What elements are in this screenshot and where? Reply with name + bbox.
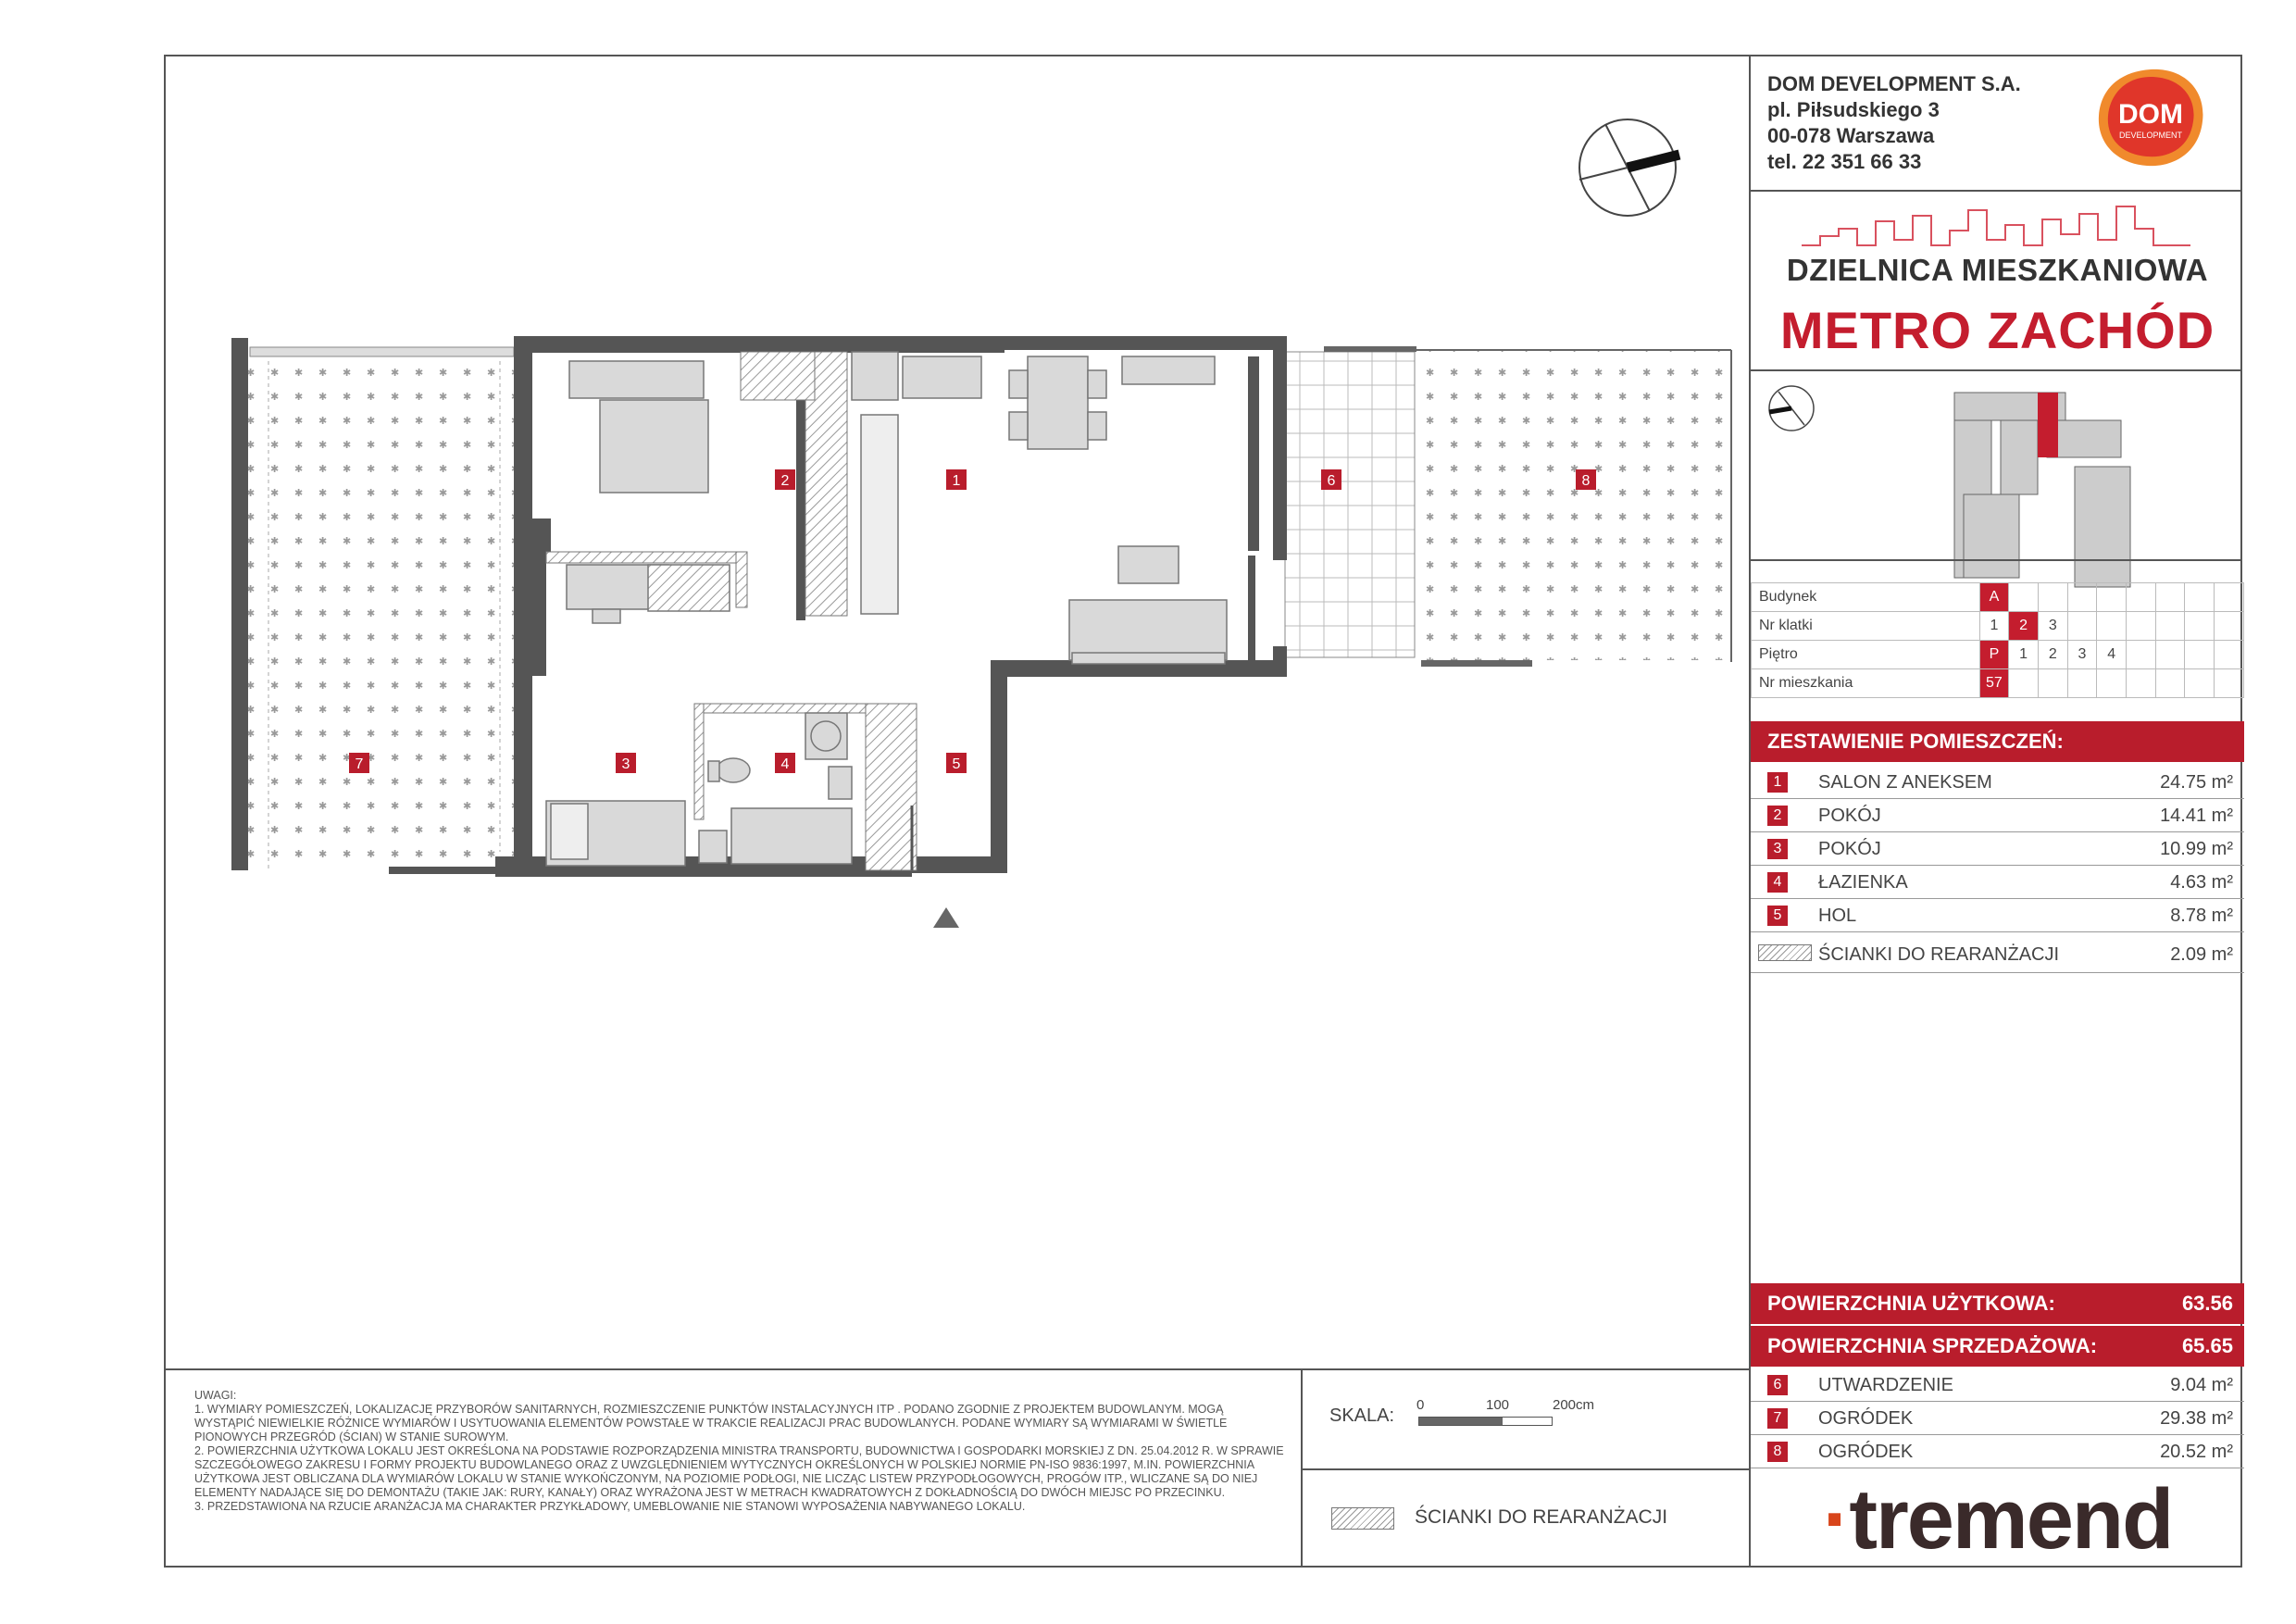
legend-label: ŚCIANKI DO REARANŻACJI (1415, 1506, 1668, 1528)
room-row (1751, 799, 2244, 832)
info-value: 3 (2067, 641, 2097, 669)
walls-row (1751, 936, 2244, 973)
company-street: pl. Piłsudskiego 3 (1767, 98, 1940, 121)
paved-area-6 (1285, 352, 1415, 657)
garden-7 (231, 338, 514, 874)
svg-text:DOM: DOM (2118, 99, 2183, 130)
room-area: 8.78 m² (2170, 906, 2233, 926)
sale-area-bar (1751, 1326, 2244, 1367)
room-row (1751, 832, 2244, 866)
info-label-pietro: Piętro (1752, 641, 1980, 669)
room-area: 10.99 m² (2160, 839, 2233, 859)
notes (194, 1389, 1287, 1514)
outdoor-row (1751, 1368, 2244, 1402)
company-phone: tel. 22 351 66 33 (1767, 150, 1922, 173)
info-value: 57 (1979, 669, 2009, 698)
company-address (1767, 71, 2021, 175)
usable-area-bar (1751, 1283, 2244, 1324)
room-row (1751, 766, 2244, 799)
usable-area-value: 63.56 (2181, 1292, 2233, 1315)
room-name: SALON Z ANEKSEM (1818, 772, 1992, 793)
room-area: 4.63 m² (2170, 872, 2233, 893)
room-area: 14.41 m² (2160, 806, 2233, 826)
scale-tick-0: 0 (1416, 1397, 1425, 1413)
room-row (1751, 866, 2244, 899)
room-area: 24.75 m² (2160, 772, 2233, 793)
room-name: POKÓJ (1818, 839, 1881, 859)
room-label-1 (946, 469, 967, 490)
outdoor-row (1751, 1435, 2244, 1468)
note-1: 1. WYMIARY POMIESZCZEŃ, LOKALIZACJĘ PRZYBORÓW SANITARNYCH, ROZMIESZCZENIE PUNKTÓW INSTALACYJNYCH ITP . PODANO ZGODNIE Z PROJEKTEM BUDOWLANYM. MOGĄ WYSTĄPIĆ NIEWIELKIE RÓŻNICE WYMIARÓW I USYTUOWANIA ELEMENTÓW POWSTAŁE W TRAKCIE REALIZACJI PRAC BUDOWLANYCH. PODANE WYMIARY SĄ WYMIARAMI W ŚWIETLE PIONOWYCH PRZEGRÓD (ŚCIAN) W STANIE SUROWYM. (194, 1403, 1228, 1443)
outdoor-area: 29.38 m² (2160, 1408, 2233, 1429)
info-value: 3 (2038, 612, 2067, 641)
divider (1751, 369, 2242, 371)
info-label-klatka: Nr klatki (1752, 612, 1980, 641)
room-label-4 (775, 753, 795, 773)
room-number: 4 (1767, 872, 1788, 893)
apartment-info-table (1751, 582, 2244, 698)
skyline-graphic (1802, 203, 2190, 251)
sale-area-label: POWIERZCHNIA SPRZEDAŻOWA: (1767, 1334, 2098, 1357)
hatch-swatch-icon (1758, 944, 1812, 961)
room-label-3 (616, 753, 636, 773)
divider (1301, 1468, 1749, 1470)
room-label-7 (349, 753, 369, 773)
svg-text:5: 5 (952, 756, 961, 772)
scale-tick-200: 200cm (1553, 1397, 1595, 1413)
info-panel (1749, 55, 2242, 1568)
scale-tick-100: 100 (1486, 1397, 1510, 1413)
info-value: 1 (2009, 641, 2039, 669)
room-row (1751, 899, 2244, 932)
site-plan-thumbnail (1945, 383, 2158, 601)
outdoor-number: 6 (1767, 1375, 1788, 1395)
scale-bar (1418, 1417, 1553, 1426)
outdoor-name: UTWARDZENIE (1818, 1375, 1953, 1395)
tremend-logo (1751, 1471, 2244, 1568)
info-value: 2 (2038, 641, 2067, 669)
outdoor-name: OGRÓDEK (1818, 1408, 1914, 1429)
room-number: 1 (1767, 772, 1788, 793)
outdoor-area: 20.52 m² (2160, 1442, 2233, 1462)
note-3: 3. PRZEDSTAWIONA NA RZUCIE ARANŻACJA MA CHARAKTER PRZYKŁADOWY, UMEBLOWANIE NIE STANOWI WYPOSAŻENIA NABYWANEGO LOKALU. (194, 1500, 1026, 1513)
svg-text:6: 6 (1327, 473, 1336, 489)
svg-text:DEVELOPMENT: DEVELOPMENT (2118, 131, 2183, 140)
info-label-budynek: Budynek (1752, 583, 1980, 612)
info-value: A (1979, 583, 2009, 612)
room-number: 2 (1767, 806, 1788, 826)
room-number: 5 (1767, 906, 1788, 926)
rooms-header: ZESTAWIENIE POMIESZCZEŃ: (1751, 721, 2244, 762)
svg-text:2: 2 (780, 473, 790, 489)
sale-area-value: 65.65 (2181, 1334, 2233, 1357)
info-value: 2 (2009, 612, 2039, 641)
hatch-swatch-icon (1331, 1507, 1394, 1530)
room-label-2 (775, 469, 795, 490)
entrance-arrow-icon (933, 907, 959, 928)
outdoor-number: 8 (1767, 1442, 1788, 1462)
walls-area: 2.09 m² (2170, 944, 2233, 965)
outdoor-number: 7 (1767, 1408, 1788, 1429)
room-name: POKÓJ (1818, 806, 1881, 826)
tremend-name: tremend (1849, 1472, 2173, 1567)
notes-title: UWAGI: (194, 1389, 237, 1402)
room-label-6 (1321, 469, 1341, 490)
room-label-8 (1576, 469, 1596, 490)
svg-text:7: 7 (355, 756, 364, 772)
walls-name: ŚCIANKI DO REARANŻACJI (1818, 944, 2060, 965)
compass (1579, 119, 1679, 216)
info-label-mieszkanie: Nr mieszkania (1752, 669, 1980, 698)
outdoor-row (1751, 1402, 2244, 1435)
project-line2: METRO ZACHÓD (1779, 301, 2215, 359)
company-name: DOM DEVELOPMENT S.A. (1767, 72, 2021, 95)
note-2: 2. POWIERZCHNIA UŻYTKOWA LOKALU JEST OKREŚLONA NA PODSTAWIE ROZPORZĄDZENIA MINISTRA TRANSPORTU, BUDOWNICTWA I GOSPODARKI MORSKIEJ Z DN. 25.04.2012 R. W SPRAWIE SZCZEGÓŁOWEGO ZAKRESU I FORMY PROJEKTU BUDOWLANEGO ORAZ Z UWZGLĘDNIENIEM WYTYCZNYCH OKREŚLONYCH W POLSKIEJ NORMIE PN-ISO 9836:1997, M.IN. POWIERZCHNIA UŻYTKOWA JEST OBLICZANA DLA WYMIARÓW LOKALU W STANIE WYKOŃCZONYM, NA POZIOMIE PODŁOGI, NIE LICZĄC LISTEW PRZYPODŁOGOWYCH, PROGÓW ITP., WLICZANE SĄ DO NIEJ ELEMENTY NADAJĄCE SIĘ DO DEMONTAŻU (TAKIE JAK: RURY, KANAŁY) ORAZ WYRAŻONA JEST W METRACH KWADRATOWYCH Z DOKŁADNOŚCIĄ DO DWÓCH MIEJSC PO PRZECINKU. (194, 1444, 1284, 1499)
info-value: 1 (1979, 612, 2009, 641)
dom-development-logo (2093, 66, 2209, 169)
usable-area-label: POWIERZCHNIA UŻYTKOWA: (1767, 1292, 2055, 1315)
project-line1: DZIELNICA MIESZKANIOWA (1786, 253, 2209, 287)
room-name: ŁAZIENKA (1818, 872, 1908, 893)
mini-compass (1766, 382, 1817, 434)
svg-text:1: 1 (952, 473, 961, 489)
svg-text:8: 8 (1581, 473, 1591, 489)
outdoor-name: OGRÓDEK (1818, 1442, 1914, 1462)
room-label-5 (946, 753, 967, 773)
outdoor-area: 9.04 m² (2170, 1375, 2233, 1395)
info-value: P (1979, 641, 2009, 669)
divider (164, 1368, 1749, 1370)
svg-text:3: 3 (621, 756, 630, 772)
tremend-dot: · (1822, 1472, 1850, 1567)
room-number: 3 (1767, 839, 1788, 859)
scale-label: SKALA: (1329, 1405, 1395, 1426)
divider (1751, 190, 2242, 192)
room-name: HOL (1818, 906, 1857, 926)
divider (1751, 559, 2242, 561)
company-city: 00-078 Warszawa (1767, 124, 1935, 147)
svg-text:4: 4 (780, 756, 790, 772)
info-value: 4 (2097, 641, 2127, 669)
